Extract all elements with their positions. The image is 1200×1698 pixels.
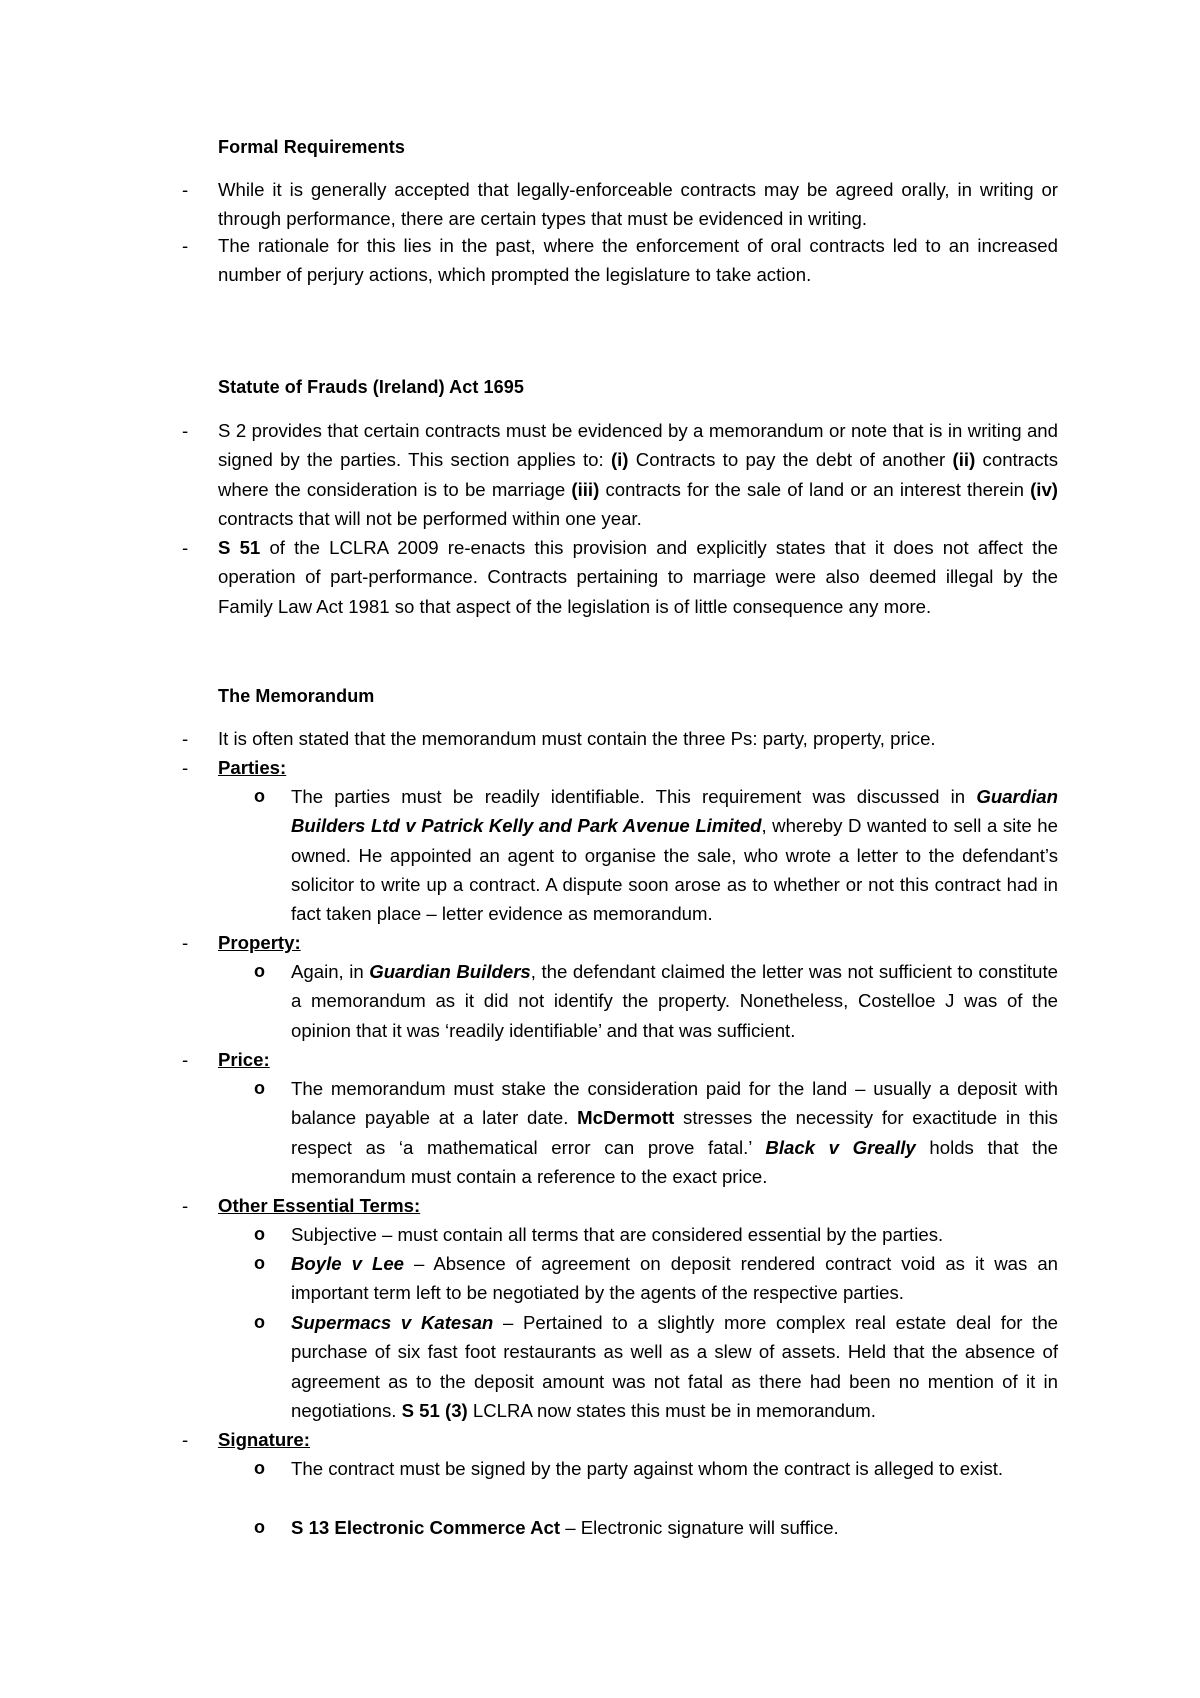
parties-detail: The parties must be readily identifiable. This requirement was discussed in Guardian Builders Ltd v Patrick Kelly and Park Avenue Limited, whereby D wanted to sell a site he owned. He appointed an agent to organise the sale, who wrote a letter to the defendant’s solicitor to write up a contract. A dispute soon arose as to whether or not this contract had in fact taken place – letter evidence as memorandum. <box>291 786 1058 925</box>
circle-bullet: o <box>254 1078 265 1098</box>
formal-paragraph-2: The rationale for this lies in the past, where the enforcement of oral contracts led to an increased number of perjury actions, which prompted the legislature to take action. <box>218 235 1058 286</box>
dash-bullet: - <box>182 728 189 749</box>
circle-bullet: o <box>254 961 265 981</box>
dash-bullet: - <box>182 932 189 953</box>
label-property: Property: <box>218 932 301 953</box>
circle-bullet: o <box>254 1517 265 1537</box>
other-terms-item-1: Subjective – must contain all terms that are considered essential by the parties. <box>291 1224 944 1245</box>
statute-paragraph-2: S 51 of the LCLRA 2009 re-enacts this provision and explicitly states that it does not affect the operation of part-performance. Contracts pertaining to marriage were also deemed illegal by the Family Law Act 1981 so that aspect of the legislation is of little consequence any more. <box>218 537 1059 617</box>
price-detail: The memorandum must stake the consideration paid for the land – usually a deposit with balance payable at a later date. McDermott stresses the necessity for exactitude in this respect as ‘a mathematical error can prove fatal.’ Black v Greally holds that the memorandum must contain a reference to the exact price. <box>291 1078 1059 1187</box>
heading-formal-requirements: Formal Requirements <box>218 137 405 157</box>
dash-bullet: - <box>182 1429 189 1450</box>
circle-bullet: o <box>254 786 265 806</box>
circle-bullet: o <box>254 1458 265 1478</box>
statute-paragraph-1: S 2 provides that certain contracts must be evidenced by a memorandum or note that is in writing and signed by the parties. This section applies to: (i) Contracts to pay the debt of another (ii) contracts where the consideration is to be marriage (iii) contracts for the sale of land or an interest therein (iv) contracts that will not be performed within one year. <box>218 420 1058 529</box>
circle-bullet: o <box>254 1312 265 1332</box>
dash-bullet: - <box>182 179 189 200</box>
circle-bullet: o <box>254 1253 265 1273</box>
dash-bullet: - <box>182 1049 189 1070</box>
memo-paragraph-1: It is often stated that the memorandum must contain the three Ps: party, property, price. <box>218 728 936 749</box>
heading-statute-of-frauds: Statute of Frauds (Ireland) Act 1695 <box>218 377 524 397</box>
heading-memorandum: The Memorandum <box>218 686 375 706</box>
circle-bullet: o <box>254 1224 265 1244</box>
label-price: Price: <box>218 1049 270 1070</box>
signature-item-1: The contract must be signed by the party against whom the contract is alleged to exist. <box>291 1458 1004 1479</box>
property-detail: Again, in Guardian Builders, the defendant claimed the letter was not sufficient to constitute a memorandum as it did not identify the property. Nonetheless, Costelloe J was of the opinion that it was ‘readily identifiable’ and that was sufficient. <box>291 961 1058 1041</box>
label-other-essential-terms: Other Essential Terms: <box>218 1195 421 1216</box>
signature-item-2: S 13 Electronic Commerce Act – Electronic signature will suffice. <box>291 1517 839 1538</box>
formal-paragraph-1: While it is generally accepted that legally-enforceable contracts may be agreed orally, in writing or through performance, there are certain types that must be evidenced in writing. <box>218 179 1058 230</box>
other-terms-item-3: Supermacs v Katesan – Pertained to a slightly more complex real estate deal for the purchase of six fast foot restaurants as well as a slew of assets. Held that the absence of agreement as to the deposit amount was not fatal as there had been no mention of it in negotiations. S 51 (3) LCLRA now states this must be in memorandum. <box>291 1312 1058 1421</box>
dash-bullet: - <box>182 1195 189 1216</box>
dash-bullet: - <box>182 420 189 441</box>
dash-bullet: - <box>182 757 189 778</box>
dash-bullet: - <box>182 537 189 558</box>
other-terms-item-2: Boyle v Lee – Absence of agreement on deposit rendered contract void as it was an important term left to be negotiated by the agents of the respective parties. <box>291 1253 1058 1304</box>
label-signature: Signature: <box>218 1429 310 1450</box>
dash-bullet: - <box>182 235 189 256</box>
label-parties: Parties: <box>218 757 287 778</box>
